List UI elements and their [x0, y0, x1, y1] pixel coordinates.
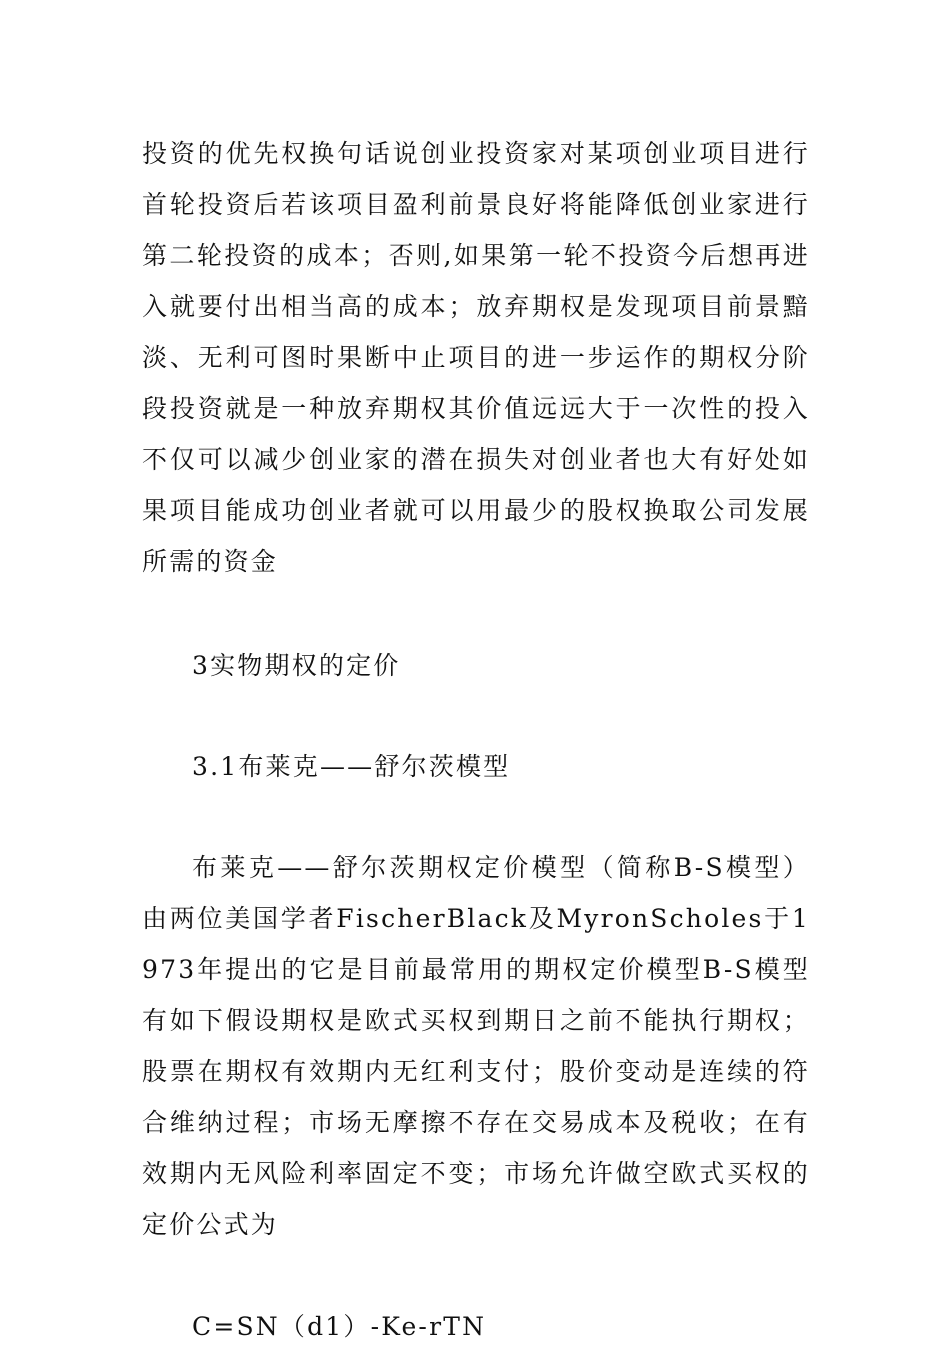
- paragraph-options-overview: 投资的优先权换句话说创业投资家对某项创业项目进行首轮投资后若该项目盈利前景良好将能降低创业家进行第二轮投资的成本；否则,如果第一轮不投资今后想再进入就要付出相当高的成本；放弃期权是发现项目前景黯淡、无利可图时果断中止项目的进一步运作的期权分阶段投资就是一种放弃期权其价值远远大于一次性的投入不仅可以减少创业家的潜在损失对创业者也大有好处如果项目能成功创业者就可以用最少的股权换取公司发展所需的资金: [142, 139, 810, 576]
- formula-call-price: C=SN（d1）-Ke-rTN: [192, 1312, 487, 1341]
- document-body: [142, 128, 810, 1352]
- subsection-heading-black-scholes: 3.1布莱克——舒尔茨模型: [192, 752, 511, 781]
- section-heading-real-option-pricing: 3实物期权的定价: [192, 651, 401, 680]
- paragraph-black-scholes-model: 布莱克——舒尔茨期权定价模型（简称B-S模型）由两位美国学者FischerBlack及MyronScholes于1973年提出的它是目前最常用的期权定价模型B-S模型有如下假设期权是欧式买权到期日之前不能执行期权；股票在期权有效期内无红利支付；股价变动是连续的符合维纳过程；市场无摩擦不存在交易成本及税收；在有效期内无风险利率固定不变；市场允许做空欧式买权的定价公式为: [142, 853, 810, 1239]
